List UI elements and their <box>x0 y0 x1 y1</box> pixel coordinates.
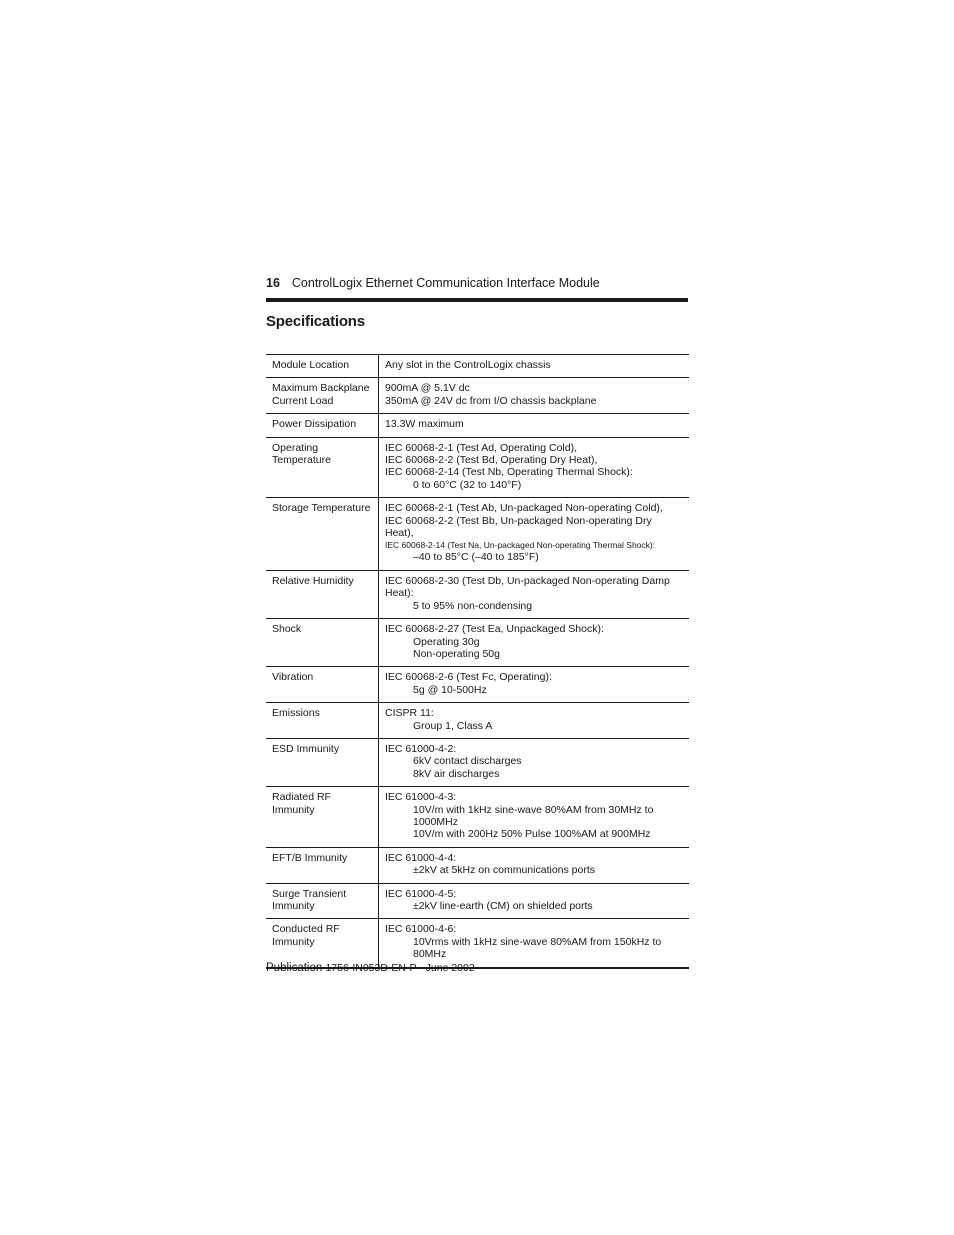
spec-row <box>266 847 689 883</box>
spec-value-line: IEC 60068-2-6 (Test Fc, Operating): <box>385 671 552 684</box>
spec-label: Operating Temperature <box>266 437 379 498</box>
spec-value-line: IEC 61000-4-6: <box>385 923 457 936</box>
spec-label: Shock <box>266 619 379 667</box>
spec-value <box>379 919 690 968</box>
spec-row <box>266 738 689 786</box>
spec-value-line: ±2kV at 5kHz on communications ports <box>413 864 596 877</box>
spec-row <box>266 787 689 848</box>
spec-value <box>379 355 690 378</box>
spec-label: Emissions <box>266 703 379 739</box>
page-footer <box>266 962 475 974</box>
spec-value <box>379 437 690 498</box>
spec-value <box>379 738 690 786</box>
spec-row <box>266 667 689 703</box>
header-rule <box>266 298 688 302</box>
spec-value-line: IEC 60068-2-14 (Test Na, Un-packaged Non-operating Thermal Shock): <box>385 540 656 551</box>
spec-value-line: IEC 61000-4-5: <box>385 887 457 900</box>
spec-label: Storage Temperature <box>266 498 379 571</box>
spec-value <box>379 414 690 437</box>
spec-value-line: 10V/m with 1kHz sine-wave 80%AM from 30MHz to 1000MHz <box>413 803 657 828</box>
spec-label: Maximum Backplane Current Load <box>266 378 379 414</box>
spec-value-line: 900mA @ 5.1V dc <box>385 382 470 395</box>
spec-value <box>379 883 690 919</box>
spec-value <box>379 667 690 703</box>
spec-value <box>379 787 690 848</box>
spec-value <box>379 703 690 739</box>
spec-row <box>266 619 689 667</box>
spec-value-line: IEC 61000-4-4: <box>385 851 457 864</box>
spec-value-line: IEC 61000-4-3: <box>385 791 457 804</box>
spec-value-line: Non-operating 50g <box>413 647 500 660</box>
spec-label: EFT/B Immunity <box>266 847 379 883</box>
spec-value-line: 10V/m with 200Hz 50% Pulse 100%AM at 900MHz <box>413 828 651 841</box>
spec-value-line: IEC 60068-2-2 (Test Bd, Operating Dry Heat), <box>385 454 598 467</box>
spec-value-line: –40 to 85°C (–40 to 185°F) <box>413 551 539 564</box>
spec-value-line: 13.3W maximum <box>385 418 464 431</box>
spec-label: ESD Immunity <box>266 738 379 786</box>
spec-value-line: IEC 60068-2-2 (Test Bb, Un-packaged Non-operating Dry Heat), <box>385 514 655 540</box>
specifications-body <box>266 355 689 968</box>
spec-value-line: IEC 60068-2-30 (Test Db, Un-packaged Non-operating Damp Heat): <box>385 574 673 600</box>
spec-value-line: Operating 30g <box>413 635 480 648</box>
spec-value-line: IEC 60068-2-1 (Test Ad, Operating Cold), <box>385 441 578 454</box>
spec-row <box>266 919 689 968</box>
spec-value <box>379 378 690 414</box>
publication-id: 1756-IN053D-EN-P - June 2002 <box>325 962 475 974</box>
section-title: Specifications <box>266 313 365 330</box>
spec-value <box>379 619 690 667</box>
spec-value-line: IEC 60068-2-1 (Test Ab, Un-packaged Non-operating Cold), <box>385 502 663 515</box>
spec-value <box>379 570 690 618</box>
spec-value-line: CISPR 11: <box>385 707 434 720</box>
spec-value-line: 5 to 95% non-condensing <box>413 599 533 612</box>
spec-value-line: 0 to 60°C (32 to 140°F) <box>413 478 522 491</box>
spec-label: Power Dissipation <box>266 414 379 437</box>
spec-value-line: IEC 60068-2-14 (Test Nb, Operating Thermal Shock): <box>385 466 633 479</box>
spec-value-line: 5g @ 10-500Hz <box>413 683 487 696</box>
spec-value-line: ±2kV line-earth (CM) on shielded ports <box>413 900 593 912</box>
spec-value-line: Any slot in the ControlLogix chassis <box>385 359 551 371</box>
document-title: ControlLogix Ethernet Communication Interface Module <box>291 276 600 290</box>
spec-value <box>379 847 690 883</box>
specifications-table <box>266 354 689 969</box>
spec-row <box>266 414 689 437</box>
spec-row <box>266 355 689 378</box>
spec-value <box>379 498 690 571</box>
spec-label: Module Location <box>266 355 379 378</box>
spec-row <box>266 703 689 739</box>
spec-value-line: 6kV contact discharges <box>413 755 522 768</box>
spec-row <box>266 883 689 919</box>
spec-label: Relative Humidity <box>266 570 379 618</box>
spec-value-line: IEC 60068-2-27 (Test Ea, Unpackaged Shock): <box>385 623 604 636</box>
page-header <box>266 276 689 290</box>
spec-row <box>266 570 689 618</box>
spec-label: Conducted RF Immunity <box>266 919 379 968</box>
page-number: 16 <box>266 276 280 290</box>
spec-value-line: Group 1, Class A <box>413 719 493 732</box>
spec-value-line: 10Vrms with 1kHz sine-wave 80%AM from 150kHz to 80MHz <box>413 935 665 961</box>
spec-row <box>266 378 689 414</box>
spec-row <box>266 437 689 498</box>
spec-label: Vibration <box>266 667 379 703</box>
spec-label: Radiated RF Immunity <box>266 787 379 848</box>
footer-prefix: Publication <box>266 962 323 974</box>
spec-label: Surge Transient Immunity <box>266 883 379 919</box>
spec-row <box>266 498 689 571</box>
spec-value-line: 8kV air discharges <box>413 767 500 780</box>
spec-value-line: IEC 61000-4-2: <box>385 742 457 755</box>
spec-value-line: 350mA @ 24V dc from I/O chassis backplane <box>385 394 597 407</box>
